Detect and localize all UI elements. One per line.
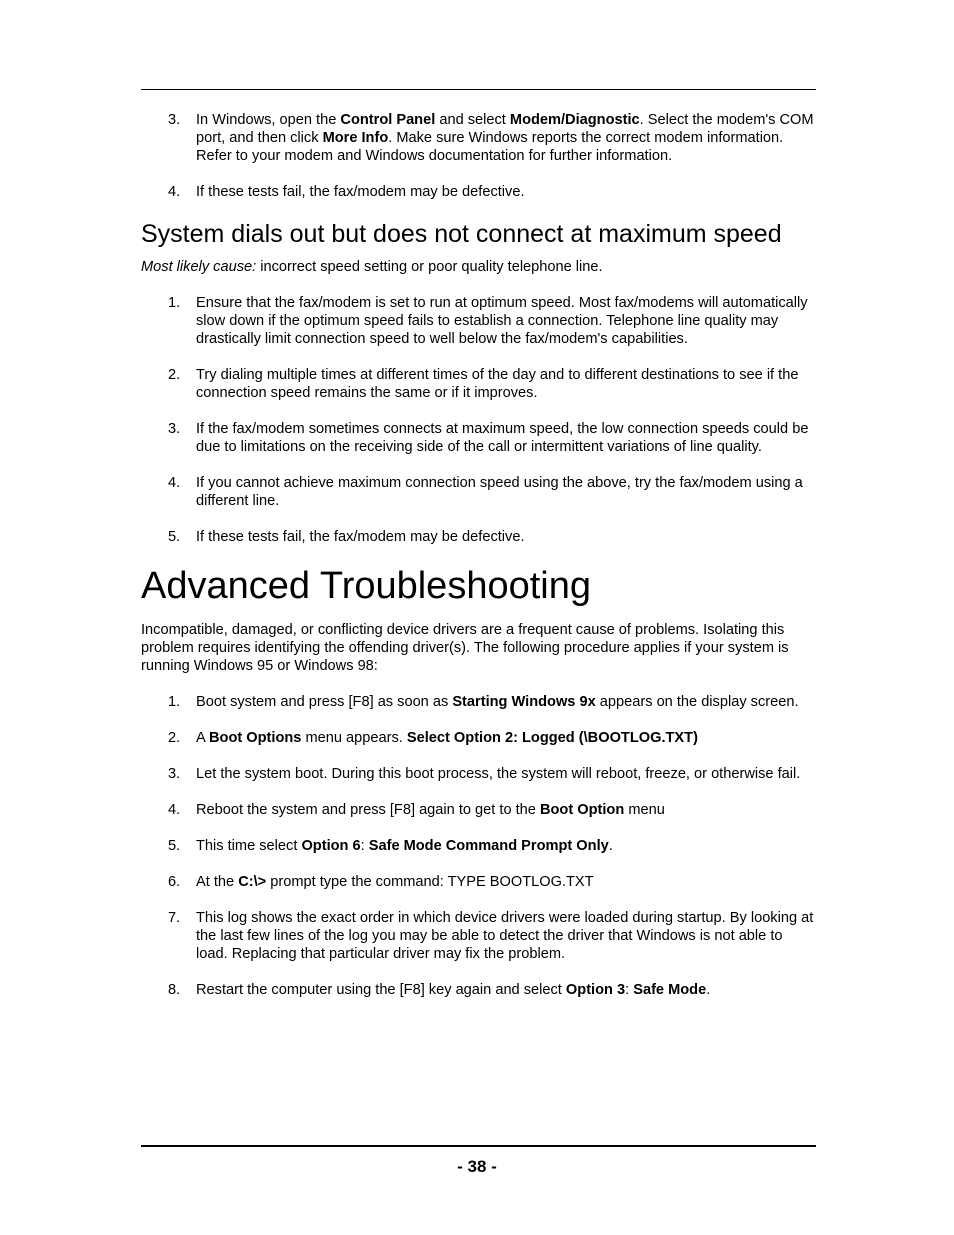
list-number: 7.: [168, 910, 181, 926]
list-item: [141, 474, 816, 510]
text-run: At the: [196, 874, 239, 890]
text-run: This time select: [196, 838, 302, 854]
list-number: 4.: [168, 184, 181, 200]
text-run: If these tests fail, the fax/modem may be defective.: [196, 529, 525, 545]
bold-text: C:\>: [238, 874, 267, 890]
list-number: 5.: [168, 838, 181, 854]
list-item: [141, 873, 816, 891]
list-item-text: [196, 475, 803, 509]
list-number: 3.: [168, 112, 181, 128]
list-item-text: [196, 874, 594, 890]
text-run: Try dialing multiple times at different times of the day and to different destinations to see if the connection speed remains the same or if it improves.: [196, 367, 799, 401]
list-number: 3.: [168, 421, 181, 437]
text-run: menu: [624, 802, 665, 818]
list-number: 1.: [168, 694, 181, 710]
list-number: 2.: [168, 730, 181, 746]
footer-rule: [141, 1145, 816, 1147]
header-rule: [141, 89, 816, 90]
list-number: 8.: [168, 982, 181, 998]
section-list: [141, 294, 816, 546]
text-run: This log shows the exact order in which device drivers were loaded during startup. By looking at the last few lines of the log you may be able to detect the driver that Windows is not able to load. Replacing that particular driver may fix the problem.: [196, 910, 814, 962]
list-number: 5.: [168, 529, 181, 545]
list-item-text: [196, 766, 800, 782]
bold-text: More Info: [322, 130, 389, 146]
list-item-text: [196, 184, 525, 200]
bold-text: Starting Windows 9x: [452, 694, 596, 710]
bold-text: Boot Options: [208, 730, 302, 746]
list-item-text: [196, 730, 698, 746]
list-item-text: [196, 421, 808, 455]
list-item-text: [196, 529, 525, 545]
list-item: [141, 111, 816, 165]
text-run: Ensure that the fax/modem is set to run at optimum speed. Most fax/modems will automatically slow down if the optimum speed fails to establish a connection. Telephone line quality may drastically limit connection speed to well below the fax/modem's capabilities.: [196, 295, 808, 347]
text-run: appears on the display screen.: [595, 694, 799, 710]
cause-paragraph: [141, 258, 816, 276]
page-content: [141, 111, 816, 1017]
list-item: [141, 801, 816, 819]
text-run: Restart the computer using the [F8] key again and select: [196, 982, 566, 998]
text-run: menu appears.: [301, 730, 407, 746]
bold-text: Modem/Diagnostic: [509, 112, 640, 128]
cause-label: Most likely cause:: [141, 259, 257, 275]
text-run: . Make sure Windows reports the correct modem information. Refer to your modem and Windows documentation for further information.: [196, 130, 784, 164]
list-number: 4.: [168, 475, 181, 491]
text-run: :: [625, 982, 634, 998]
list-number: 1.: [168, 295, 181, 311]
text-run: If you cannot achieve maximum connection speed using the above, try the fax/modem using a different line.: [196, 475, 803, 509]
text-run: In Windows, open the: [196, 112, 341, 128]
text-run: .: [608, 838, 613, 854]
list-number: 3.: [168, 766, 181, 782]
cause-text: incorrect speed setting or poor quality telephone line.: [256, 259, 603, 275]
list-item-text: [196, 802, 665, 818]
bold-text: Safe Mode Command Prompt Only: [368, 838, 609, 854]
chapter-list: [141, 693, 816, 999]
list-item: [141, 729, 816, 747]
bold-text: Select Option 2: Logged (\BOOTLOG.TXT): [406, 730, 698, 746]
list-item: [141, 366, 816, 402]
chapter-heading: Advanced Troubleshooting: [141, 565, 591, 607]
list-item: [141, 528, 816, 546]
text-run: Boot system and press [F8] as soon as: [196, 694, 453, 710]
chapter-intro: Incompatible, damaged, or conflicting device drivers are a frequent cause of problems. Isolating this problem requires identifying the offending driver(s). The following procedure applies if your system is running Windows 95 or Windows 98:: [141, 622, 789, 674]
section-heading: System dials out but does not connect at maximum speed: [141, 220, 782, 248]
list-item: [141, 693, 816, 711]
text-run: Let the system boot. During this boot process, the system will reboot, freeze, or otherwise fail.: [196, 766, 801, 782]
bold-text: Control Panel: [340, 112, 436, 128]
list-number: 6.: [168, 874, 181, 890]
bold-text: Option 6: [301, 838, 361, 854]
text-run: prompt type the command: TYPE BOOTLOG.TXT: [266, 874, 594, 890]
list-item-text: [196, 112, 814, 164]
text-run: Reboot the system and press [F8] again to get to the: [196, 802, 540, 818]
text-run: If the fax/modem sometimes connects at maximum speed, the low connection speeds could be due to limitations on the receiving side of the call or intermittent variations of line quality.: [196, 421, 809, 455]
text-run: .: [706, 982, 711, 998]
list-item-text: [196, 367, 798, 401]
text-run: :: [360, 838, 369, 854]
list-item: [141, 294, 816, 348]
list-number: 4.: [168, 802, 181, 818]
list-item: [141, 420, 816, 456]
list-item-text: [196, 982, 710, 998]
bold-text: Option 3: [565, 982, 626, 998]
text-run: . Select the modem's COM port, and then click: [196, 112, 814, 146]
top-list: [141, 111, 816, 201]
list-item: [141, 909, 816, 963]
page-number: - 38 -: [457, 1157, 497, 1176]
bold-text: Boot Option: [539, 802, 625, 818]
text-run: If these tests fail, the fax/modem may be defective.: [196, 184, 525, 200]
list-number: 2.: [168, 367, 181, 383]
bold-text: Safe Mode: [633, 982, 707, 998]
list-item: [141, 183, 816, 201]
list-item: [141, 981, 816, 999]
list-item: [141, 765, 816, 783]
text-run: and select: [435, 112, 510, 128]
list-item-text: [196, 910, 813, 962]
list-item-text: [196, 295, 808, 347]
list-item: [141, 837, 816, 855]
list-item-text: [196, 838, 613, 854]
list-item-text: [196, 694, 799, 710]
text-run: A: [196, 730, 209, 746]
